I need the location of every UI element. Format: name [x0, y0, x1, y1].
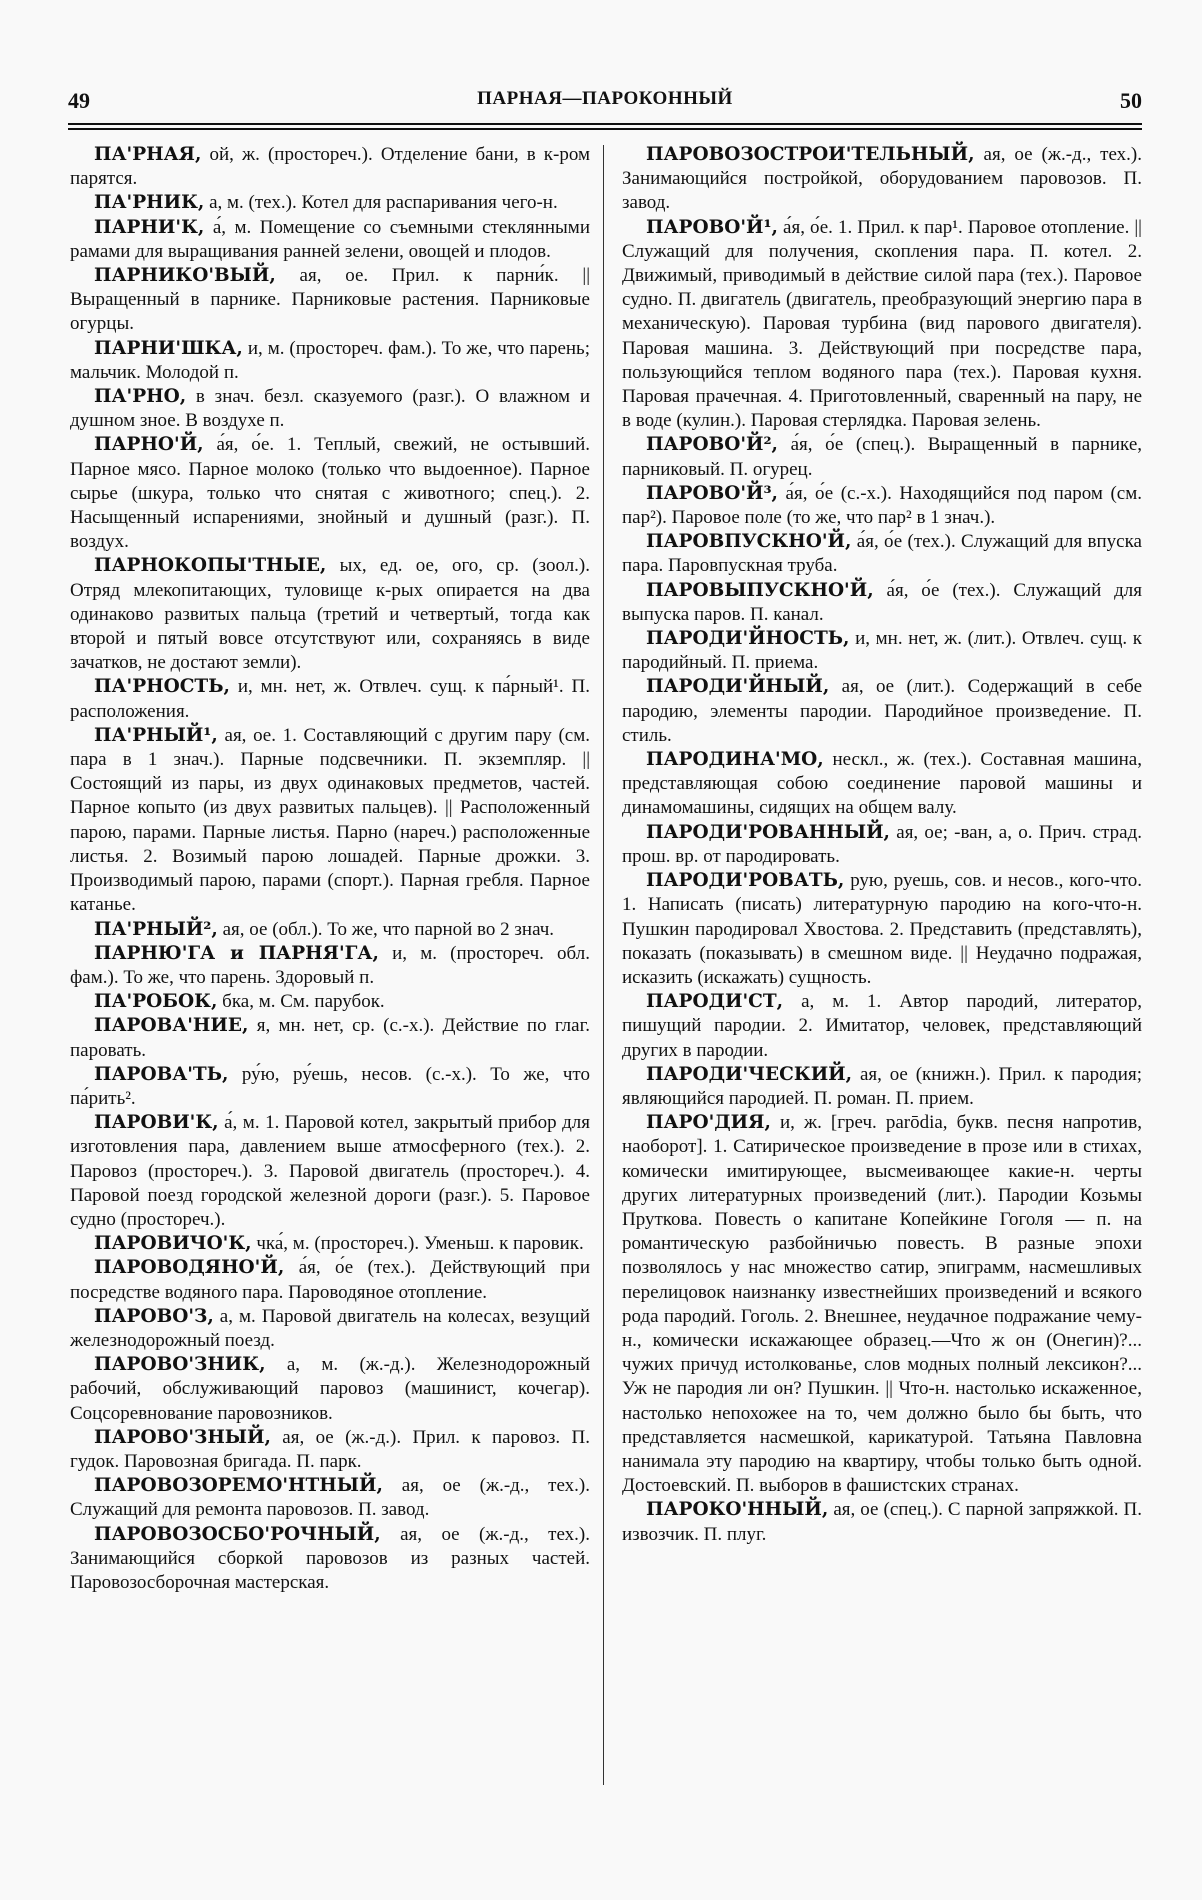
definition: а́я, о́е (тех.). Служащий для выпуска паров. П. канал. [622, 579, 1142, 625]
dictionary-entry [70, 1014, 590, 1062]
headword: ПАРОВО'Й¹, [646, 216, 779, 238]
headword: ПАРОДИ'СТ, [646, 991, 784, 1013]
dictionary-entry [70, 990, 590, 1014]
headword: ПАРОВА'НИЕ, [94, 1015, 249, 1037]
definition: а, м. (тех.). Котел для распаривания чего-н. [204, 192, 558, 214]
dictionary-entry [622, 990, 1142, 1063]
definition: а́я, о́е. 1. Теплый, свежий, не остывший. Парное мясо. Парное молоко (только что выдоенное). Парное сырье (шкура, только что снятая с животного; спец.). 2. Насыщенный испарениями, знойный и душный (разг.). П. воздух. [70, 434, 590, 553]
dictionary-entry [70, 1063, 590, 1111]
definition: а, м. (ж.-д.). Железнодорожный рабочий, обслуживающий паровоз (машинист, кочегар). Соцсоревнование паровозников. [70, 1354, 590, 1424]
page-header [68, 88, 1142, 118]
definition: бка, м. См. парубок. [217, 991, 385, 1013]
definition: ая, ое (ж.-д., тех.). Служащий для ремонта паровозов. П. завод. [70, 1475, 590, 1521]
definition: нескл., ж. (тех.). Составная машина, представляющая собою соединение паровой машины и динамомашины, сидящих на общем валу. [622, 749, 1142, 819]
headword: ПАРНОКОПЫ'ТНЫЕ, [94, 555, 327, 577]
dictionary-entry [622, 748, 1142, 821]
dictionary-entry [622, 482, 1142, 530]
dictionary-entry [622, 675, 1142, 748]
dictionary-entry [622, 627, 1142, 675]
headword: ПАРНЮ'ГА и ПАРНЯ'ГА, [94, 942, 379, 964]
definition: а́я, о́е. 1. Прил. к пар¹. Паровое отопление. || Служащий для получения, скопления пара. П. котел. 2. Движимый, приводимый в действие силой пара (тех.). Паровое судно. П. двигатель (двигатель, преобразующий энергию пара в механическую). Паровая турбина (вид парового двигателя). Паровая машина. 3. Действующий при посредстве пара, пользующийся теплом водяного пара (тех.). Паровая кухня. Паровая прачечная. 4. Приготовленный, сваренный на пару, не в воде (кулин.). Паровая стерлядка. Паровая зелень. [622, 216, 1142, 432]
left-column [70, 143, 590, 1595]
headword: ПАРНИ'К, [94, 216, 205, 238]
definition: а́, м. Помещение со съемными стеклянными рамами для выращивания ранней зелени, овощей и плодов. [70, 216, 590, 262]
definition: в знач. безл. сказуемого (разг.). О влажном и душном зное. В воздухе п. [70, 386, 590, 432]
definition: а́, м. 1. Паровой котел, закрытый прибор для изготовления пара, давлением выше атмосферного (тех.). 2. Паровоз (простореч.). 3. Паровой двигатель (простореч.). 4. Паровой поезд городской железной дороги (разг.). 5. Паровое судно (простореч.). [70, 1112, 590, 1230]
page-number-right: 50 [1120, 88, 1142, 113]
dictionary-entry [70, 1305, 590, 1353]
definition: ая, ое (спец.). С парной запряжкой. П. извозчик. П. плуг. [622, 1499, 1142, 1545]
dictionary-entry [70, 191, 590, 215]
definition: и, мн. нет, ж. (лит.). Отвлеч. сущ. к пародийный. П. приема. [622, 628, 1142, 674]
headword: ПАРОДИНА'МО, [646, 749, 824, 771]
headword: ПАРОВО'ЗНЫЙ, [94, 1426, 271, 1448]
dictionary-entry [70, 143, 590, 191]
headword: ПА'РНЫЙ², [94, 918, 218, 940]
definition: рую, руешь, сов. и несов., кого-что. 1. Написать (писать) литературную пародию на кого-что-н. Пушкин пародировал Хвостова. 2. Представить (представлять), показать (показывать) в смешном виде. || Неудачно подражая, исказить (искажать) сущность. [622, 870, 1142, 988]
definition: и, м. (простореч. обл. фам.). То же, что парень. Здоровый п. [70, 942, 590, 988]
definition: а, м. 1. Автор пародий, литератор, пишущий пародии. 2. Имитатор, человек, представляющий других в пародии. [622, 991, 1142, 1061]
definition: ая, ое (ж.-д., тех.). Занимающийся сборкой паровозов из разных частей. Паровозосборочная мастерская. [70, 1523, 590, 1593]
running-title: ПАРНАЯ—ПАРОКОННЫЙ [477, 88, 733, 109]
headword: ПАРОВО'Й³, [646, 482, 779, 504]
definition: ая, ое (ж.-д., тех.). Занимающийся постройкой, оборудованием паровозов. П. завод. [622, 144, 1142, 214]
dictionary-entry [70, 337, 590, 385]
headword: ПАРОВОЗОРЕМО'НТНЫЙ, [94, 1475, 383, 1497]
definition: а, м. Паровой двигатель на колесах, везущий железнодорожный поезд. [70, 1305, 590, 1351]
dictionary-entry [622, 143, 1142, 216]
definition: а́я, о́е (спец.). Выращенный в парнике, парниковый. П. огурец. [622, 434, 1142, 480]
headword: ПАРОДИ'РОВАТЬ, [646, 870, 845, 892]
dictionary-entry [622, 869, 1142, 990]
header-rule-bottom [68, 128, 1142, 130]
definition: ой, ж. (простореч.). Отделение бани, в к-ром парятся. [70, 144, 590, 190]
dictionary-entry [70, 1523, 590, 1596]
dictionary-entry [622, 821, 1142, 869]
dictionary-entry [70, 264, 590, 337]
definition: ая, ое (обл.). То же, что парной во 2 знач. [217, 918, 555, 940]
dictionary-entry [622, 1498, 1142, 1546]
dictionary-entry [70, 1232, 590, 1256]
headword: ПАРОВИ'К, [94, 1112, 219, 1134]
dictionary-entry [70, 1426, 590, 1474]
headword: ПАРОВОЗОСТРОИ'ТЕЛЬНЫЙ, [646, 144, 975, 165]
headword: ПА'РНОСТЬ, [94, 676, 230, 698]
headword: ПАРОВИЧО'К, [94, 1233, 252, 1255]
definition: ых, ед. ое, ого, ср. (зоол.). Отряд млекопитающих, туловище к-рых опирается на два одинаково развитых пальца (третий и четвертый, тогда как второй и пятый вовсе отсутствуют или, сохраняясь в виде зачатков, не достают земли). [70, 555, 590, 674]
dictionary-entry [70, 918, 590, 942]
right-column [622, 143, 1142, 1547]
dictionary-entry [70, 942, 590, 990]
dictionary-entry [70, 433, 590, 554]
headword: ПАРО'ДИЯ, [646, 1112, 771, 1134]
headword: ПАРОВО'Й², [646, 434, 779, 456]
headword: ПАРОВОЗОСБО'РОЧНЫЙ, [94, 1523, 381, 1545]
definition: я, мн. нет, ср. (с.-х.). Действие по глаг. паровать. [70, 1015, 590, 1061]
definition: а́я, о́е (тех.). Служащий для впуска пара. Паровпускная труба. [622, 531, 1142, 577]
dictionary-entry [70, 724, 590, 918]
dictionary-entry [622, 1111, 1142, 1498]
headword: ПА'РНАЯ, [94, 144, 202, 165]
dictionary-entry [622, 1063, 1142, 1111]
headword: ПАРОДИ'ЙНОСТЬ, [646, 628, 850, 650]
headword: ПАРОВПУСКНО'Й, [646, 531, 852, 553]
headword: ПАРОВА'ТЬ, [94, 1063, 229, 1085]
definition: ая, ое (ж.-д.). Прил. к паровоз. П. гудок. Паровозная бригада. П. парк. [70, 1426, 590, 1472]
definition: чка́, м. (простореч.). Уменьш. к паровик. [251, 1233, 584, 1255]
definition: и, ж. [греч. parōdia, букв. песня напротив, наоборот]. 1. Сатирическое произведение в прозе или в стихах, комически имитирующее, высмеивающее какие-н. черты других литературных произведений (лит.). Пародии Козьмы Пруткова. Повесть о капитане Копейкине Гоголя — п. на романтическую разбойничью повесть. В разные эпохи позволялось у нас множество сатир, эпиграмм, насмешливых перелицовок наизнанку известнейших произведений и всякого рода пародий. Гоголь. 2. Внешнее, неудачное подражание чему-н., комически искажающее образец.—Что ж он (Онегин)?... чужих причуд истолкованье, слов модных полный лексикон?... Уж не пародия ли он? Пушкин. || Что-н. настолько искаженное, настолько непохожее на то, чем должно было бы быть, что представляется насмешкой, карикатурой. Татьяна Павловна нанимала эту пародию на квартиру, чтобы только быть одной. Достоевский. П. выборов в фашистских странах. [622, 1112, 1142, 1497]
dictionary-entry [70, 1353, 590, 1426]
headword: ПАРНО'Й, [94, 434, 204, 456]
dictionary-entry [70, 1256, 590, 1304]
headword: ПАРОВЫПУСКНО'Й, [646, 579, 874, 601]
headword: ПАРНИ'ШКА, [94, 337, 243, 359]
definition: ая, ое; -ван, а, о. Прич. страд. прош. вр. от пародировать. [622, 821, 1142, 867]
dictionary-entry [70, 675, 590, 723]
headword: ПА'РНЫЙ¹, [94, 724, 218, 746]
definition: а́я, о́е (тех.). Действующий при посредстве водяного пара. Пароводяное отопление. [70, 1257, 590, 1303]
headword: ПАРОДИ'РОВАННЫЙ, [646, 821, 890, 843]
headword: ПАРНИКО'ВЫЙ, [94, 265, 276, 287]
dictionary-entry [622, 579, 1142, 627]
column-divider [603, 145, 604, 1785]
definition: ая, ое. 1. Составляющий с другим пару (см. пара в 1 знач.). Парные подсвечники. П. экземпляр. || Состоящий из пары, из двух одинаковых предметов, частей. Парное копыто (из двух развитых пальцев). || Расположенный парою, парами. Парные листья. Парно (нареч.) расположенные листья. 2. Возимый парою лошадей. Парные дрожки. 3. Производимый парою, парами (спорт.). Парная гребля. Парное катанье. [70, 724, 590, 916]
headword: ПАРОДИ'ЧЕСКИЙ, [646, 1063, 853, 1085]
headword: ПАРОДИ'ЙНЫЙ, [646, 676, 830, 698]
dictionary-entry [70, 1111, 590, 1232]
definition: и, м. (простореч. фам.). То же, что парень; мальчик. Молодой п. [70, 337, 590, 383]
definition: а́я, о́е (с.-х.). Находящийся под паром (см. пар²). Паровое поле (то же, что пар² в 1 знач.). [622, 482, 1142, 529]
headword: ПА'РОБОК, [94, 991, 218, 1013]
dictionary-entry [70, 385, 590, 433]
headword: ПА'РНИК, [94, 192, 205, 214]
definition: и, мн. нет, ж. Отвлеч. сущ. к па́рный¹. П. расположения. [70, 676, 590, 722]
headword: ПАРОВО'З, [94, 1305, 214, 1327]
headword: ПА'РНО, [94, 386, 187, 408]
headword: ПАРОВОДЯНО'Й, [94, 1257, 285, 1279]
headword: ПАРОКО'ННЫЙ, [646, 1499, 829, 1521]
page-number-left: 49 [68, 88, 90, 113]
dictionary-entry [70, 216, 590, 264]
headword: ПАРОВО'ЗНИК, [94, 1354, 266, 1376]
definition: ая, ое (лит.). Содержащий в себе пародию, элементы пародии. Пародийное произведение. П. стиль. [622, 676, 1142, 746]
definition: ая, ое. Прил. к парни́к. || Выращенный в парнике. Парниковые растения. Парниковые огурцы. [70, 265, 590, 335]
header-rule-top [68, 123, 1142, 125]
dictionary-entry [622, 433, 1142, 481]
dictionary-entry [70, 554, 590, 675]
definition: ая, ое (книжн.). Прил. к пародия; являющийся пародией. П. роман. П. прием. [622, 1063, 1142, 1109]
dictionary-entry [70, 1474, 590, 1522]
dictionary-entry [622, 216, 1142, 434]
definition: ру́ю, ру́ешь, несов. (с.-х.). То же, что па́рить². [70, 1063, 590, 1109]
dictionary-entry [622, 530, 1142, 578]
